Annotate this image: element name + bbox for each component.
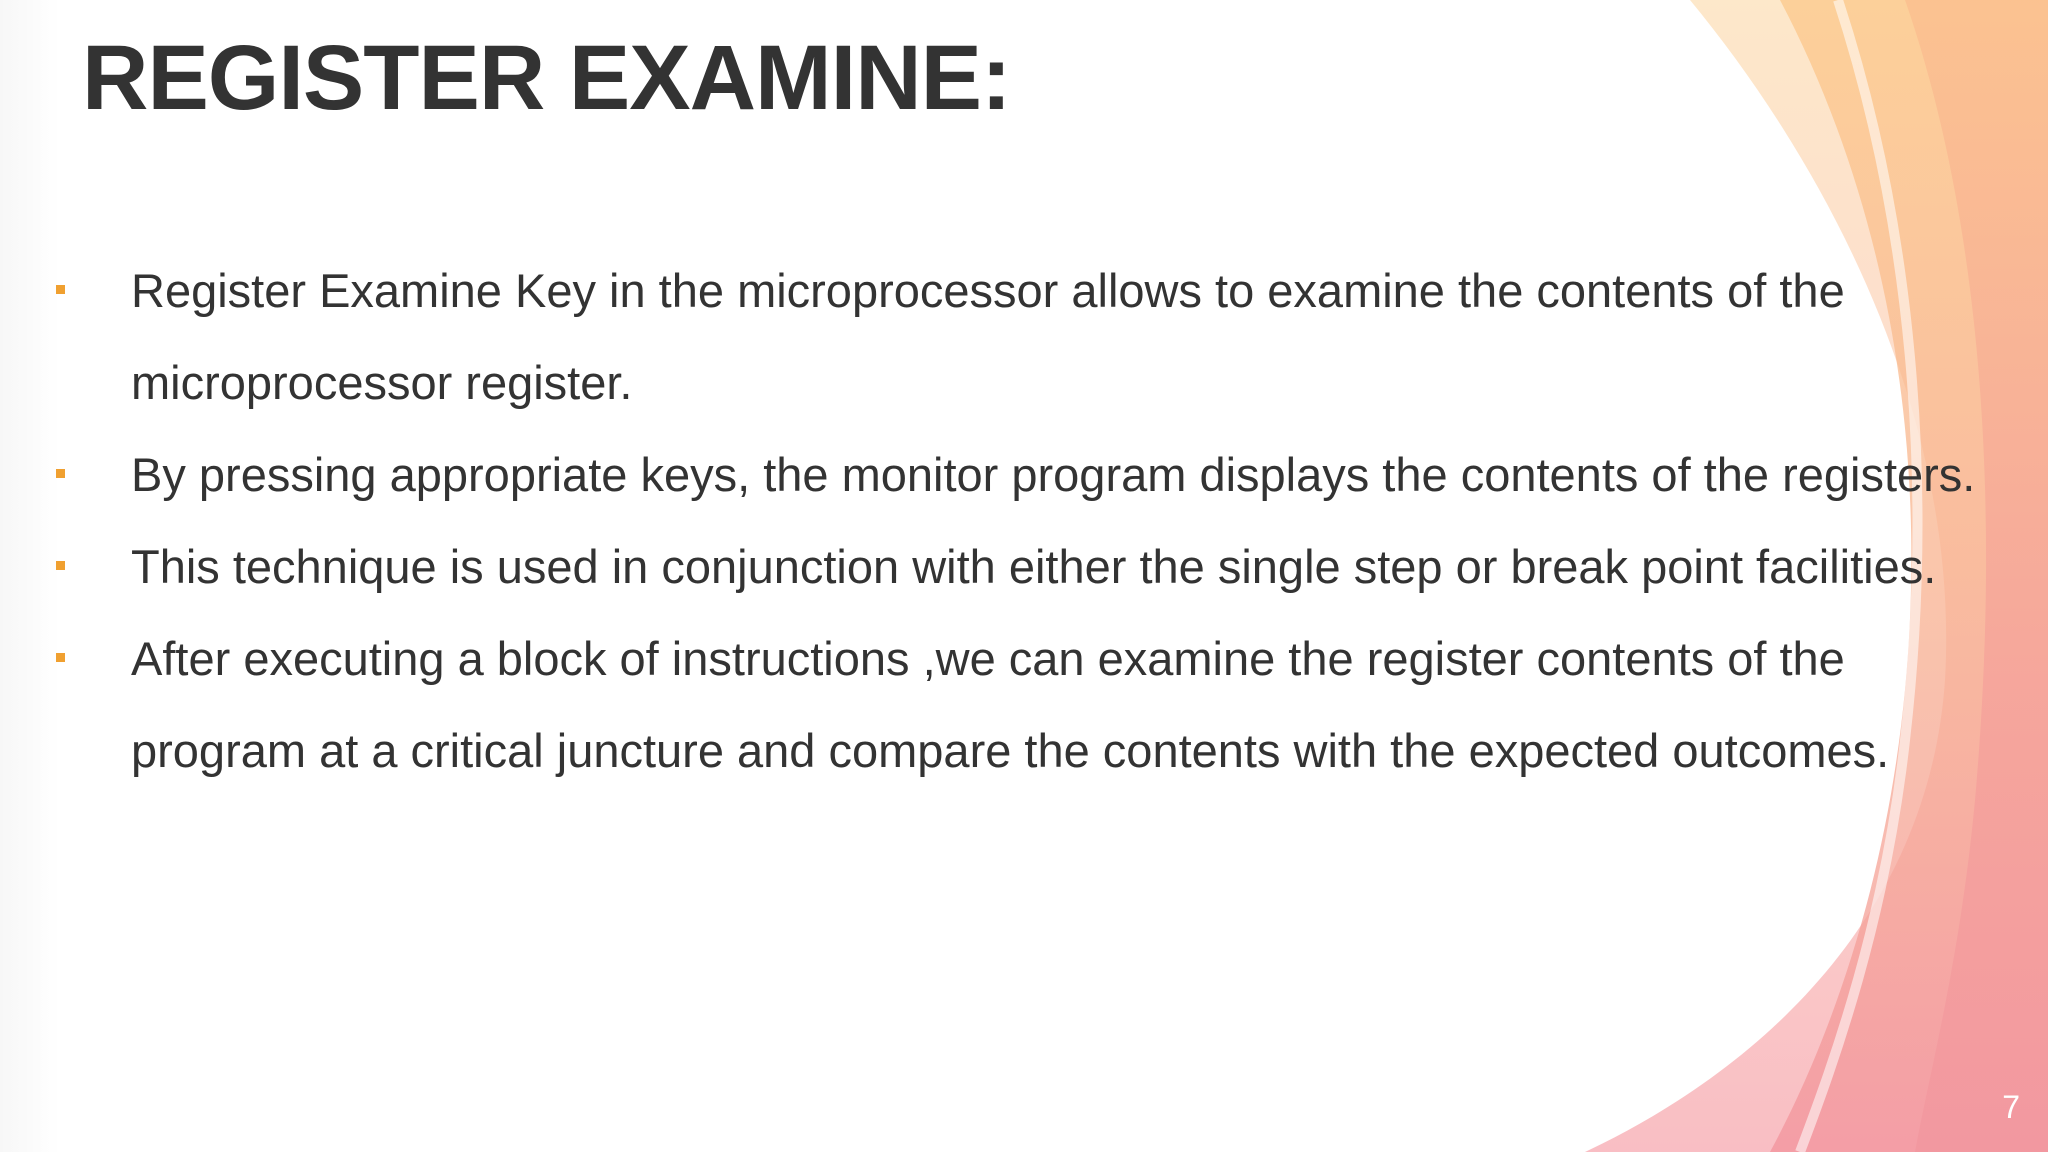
page-number: 7 [2002,1089,2020,1125]
slide-title: REGISTER EXAMINE: [82,27,1011,129]
bullet-text: After executing a block of instructions ,we can examine the register contents of the program at a critical juncture and compare the contents with the expected outcomes. [131,632,1890,777]
bullet-item [0,613,2021,797]
square-bullet-icon [56,653,65,662]
square-bullet-icon [56,469,65,478]
bullet-item [0,429,2021,521]
bullet-item [0,245,2021,429]
bullet-list [0,245,2048,797]
square-bullet-icon [56,285,65,294]
bullet-text: Register Examine Key in the microprocessor allows to examine the contents of the microprocessor register. [131,264,1845,409]
bullet-item [0,521,2021,613]
bullet-text: This technique is used in conjunction with either the single step or break point facilities. [131,540,1937,593]
square-bullet-icon [56,561,65,570]
bullet-text: By pressing appropriate keys, the monitor program displays the contents of the registers. [131,448,1976,501]
